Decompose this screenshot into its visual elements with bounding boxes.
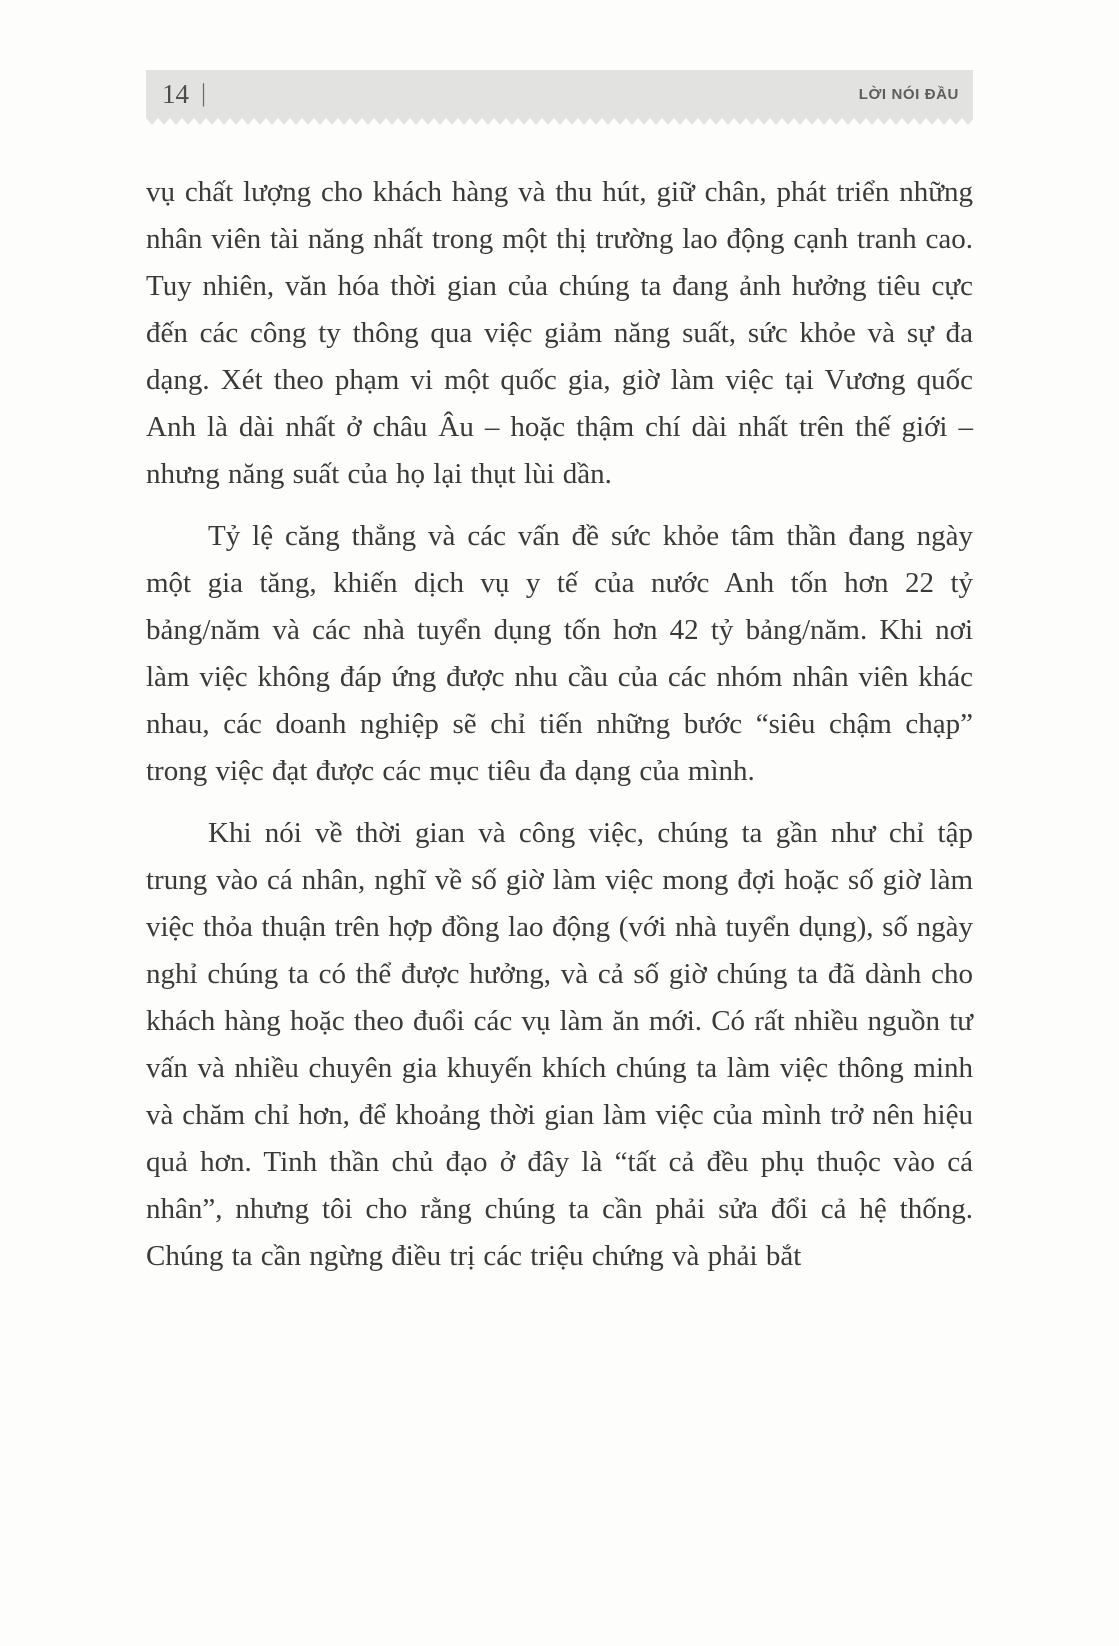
paragraph-3: Khi nói về thời gian và công việc, chúng ta gần như chỉ tập trung vào cá nhân, nghĩ về số giờ làm việc mong đợi hoặc số giờ làm việc thỏa thuận trên hợp đồng lao động (với nhà tuyển dụng), số ngày nghỉ chúng ta có thể được hưởng, và cả số giờ chúng ta đã dành cho khách hàng hoặc theo đuổi các vụ làm ăn mới. Có rất nhiều nguồn tư vấn và nhiều chuyên gia khuyến khích chúng ta làm việc thông minh và chăm chỉ hơn, để khoảng thời gian làm việc của mình trở nên hiệu quả hơn. Tinh thần chủ đạo ở đây là “tất cả đều phụ thuộc vào cá nhân”, nhưng tôi cho rằng chúng ta cần phải sửa đổi cả hệ thống. Chúng ta cần ngừng điều trị các triệu chứng và phải bắt	[146, 817, 973, 1272]
page-header	[146, 70, 973, 125]
page-number-group	[162, 79, 206, 110]
page-number-divider: |	[201, 80, 207, 107]
header-zigzag-edge	[146, 118, 973, 125]
header-band	[146, 70, 973, 118]
page-number: 14	[162, 78, 189, 109]
paragraph-2: Tỷ lệ căng thẳng và các vấn đề sức khỏe tâm thần đang ngày một gia tăng, khiến dịch vụ y tế của nước Anh tốn hơn 22 tỷ bảng/năm và các nhà tuyển dụng tốn hơn 42 tỷ bảng/năm. Khi nơi làm việc không đáp ứng được nhu cầu của các nhóm nhân viên khác nhau, các doanh nghiệp sẽ chỉ tiến những bước “siêu chậm chạp” trong việc đạt được các mục tiêu đa dạng của mình.	[146, 520, 973, 787]
paragraph-1: vụ chất lượng cho khách hàng và thu hút, giữ chân, phát triển những nhân viên tài năng nhất trong một thị trường lao động cạnh tranh cao. Tuy nhiên, văn hóa thời gian của chúng ta đang ảnh hưởng tiêu cực đến các công ty thông qua việc giảm năng suất, sức khỏe và sự đa dạng. Xét theo phạm vi một quốc gia, giờ làm việc tại Vương quốc Anh là dài nhất ở châu Âu – hoặc thậm chí dài nhất trên thế giới – nhưng năng suất của họ lại thụt lùi dần.	[146, 176, 973, 490]
running-head-title: LỜI NÓI ĐẦU	[858, 85, 959, 103]
page-body	[146, 169, 973, 1280]
